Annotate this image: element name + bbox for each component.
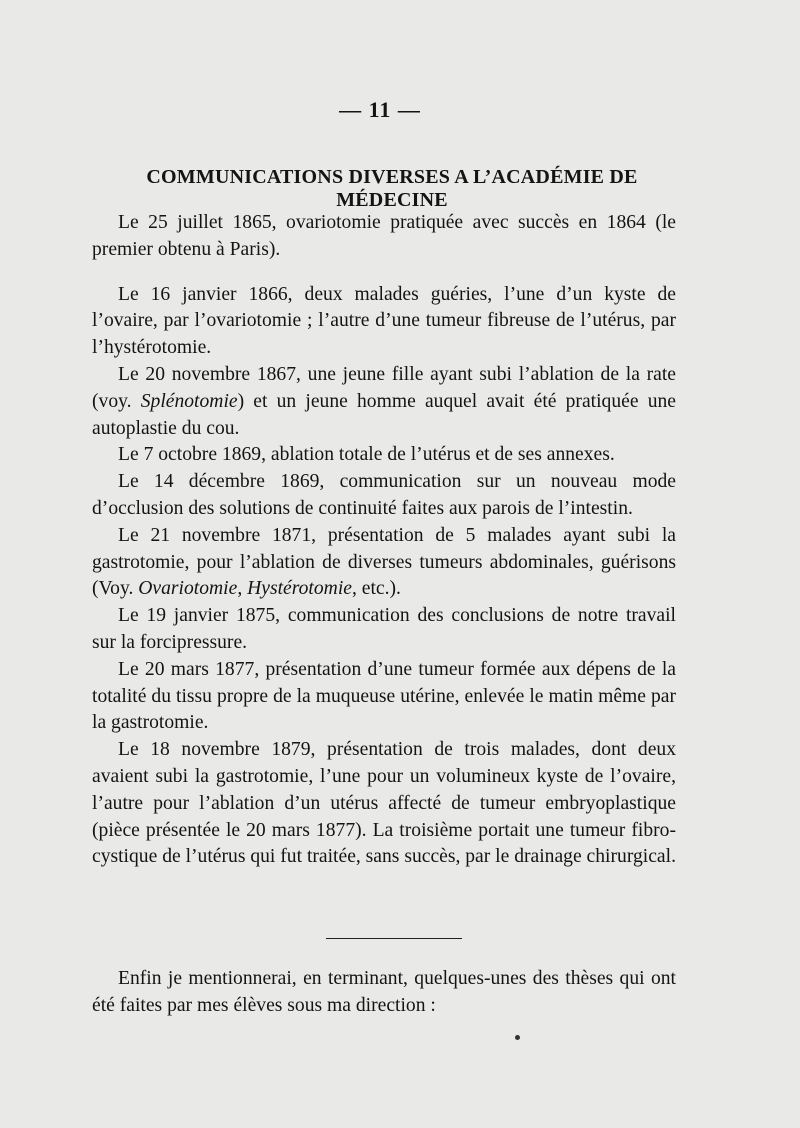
reference-separator: , bbox=[237, 578, 248, 600]
section-heading: COMMUNICATIONS DIVERSES A L’ACADÉMIE DE MÉDECINE bbox=[146, 166, 638, 211]
paragraph-1867-text-end: ) et un jeune homme auquel avait été pratiquée une autoplastie du cou. bbox=[92, 390, 676, 439]
paragraph-1869-december: Le 14 décembre 1869, communication sur un nouveau mode d’occlusion des solutions de continuité faites aux parois de l’intestin. bbox=[92, 471, 676, 519]
paragraph-1867 bbox=[92, 362, 676, 442]
paragraph-1866: Le 16 janvier 1866, deux malades guéries, l’une d’un kyste de l’ovaire, par l’ovariotomie ; l’autre d’une tumeur fibreuse de l’utérus, par l’hystérotomie. bbox=[92, 283, 676, 359]
page-number: — 11 — bbox=[339, 97, 421, 122]
paragraph-1865: Le 25 juillet 1865, ovariotomie pratiquée avec succès en 1864 (le premier obtenu à Paris). bbox=[92, 212, 676, 260]
paragraph-1875: Le 19 janvier 1875, communication des conclusions de notre travail sur la forcipressure. bbox=[92, 605, 676, 653]
section-divider bbox=[326, 938, 462, 939]
paragraph-1871-text-start: Le 21 novembre 1871, présentation de 5 malades ayant subi la gastrotomie, pour l’ablation de diverses tumeurs abdominales, guérisons (Voy. bbox=[92, 524, 676, 600]
ovariotomie-reference: Ovariotomie bbox=[138, 578, 238, 600]
paragraph-1871 bbox=[92, 523, 676, 603]
paragraph-1877: Le 20 mars 1877, présentation d’une tumeur formée aux dépens de la totalité du tissu propre de la muqueuse utérine, enlevée le matin même par la gastrotomie. bbox=[92, 658, 676, 734]
closing-paragraph: Enfin je mentionnerai, en terminant, quelques-unes des thèses qui ont été faites par mes élèves sous ma direction : bbox=[92, 968, 676, 1016]
hysterotomie-reference: Hystérotomie bbox=[247, 578, 352, 600]
communications-list bbox=[92, 210, 676, 871]
paragraph-1867-text-start: Le 20 novembre 1867, une jeune fille ayant subi l’ablation de la rate (voy. bbox=[92, 363, 676, 412]
paragraph-1871-text-end: , etc.). bbox=[351, 578, 401, 600]
paragraph-1869-october: Le 7 octobre 1869, ablation totale de l’utérus et de ses annexes. bbox=[118, 444, 615, 466]
paragraph-1879: Le 18 novembre 1879, présentation de trois malades, dont deux avaient subi la gastrotomie, l’une pour un volumineux kyste de l’ovaire, l’autre pour l’ablation d’un utérus affecté de tumeur embryoplastique (pièce présentée le 20 mars 1877). La troisième portait une tumeur fibro-cystique de l’utérus qui fut traitée, sans succès, par le drainage chirurgical. bbox=[92, 739, 676, 868]
ink-speck bbox=[515, 1035, 520, 1040]
splenotomie-reference: Splénotomie bbox=[140, 390, 238, 412]
